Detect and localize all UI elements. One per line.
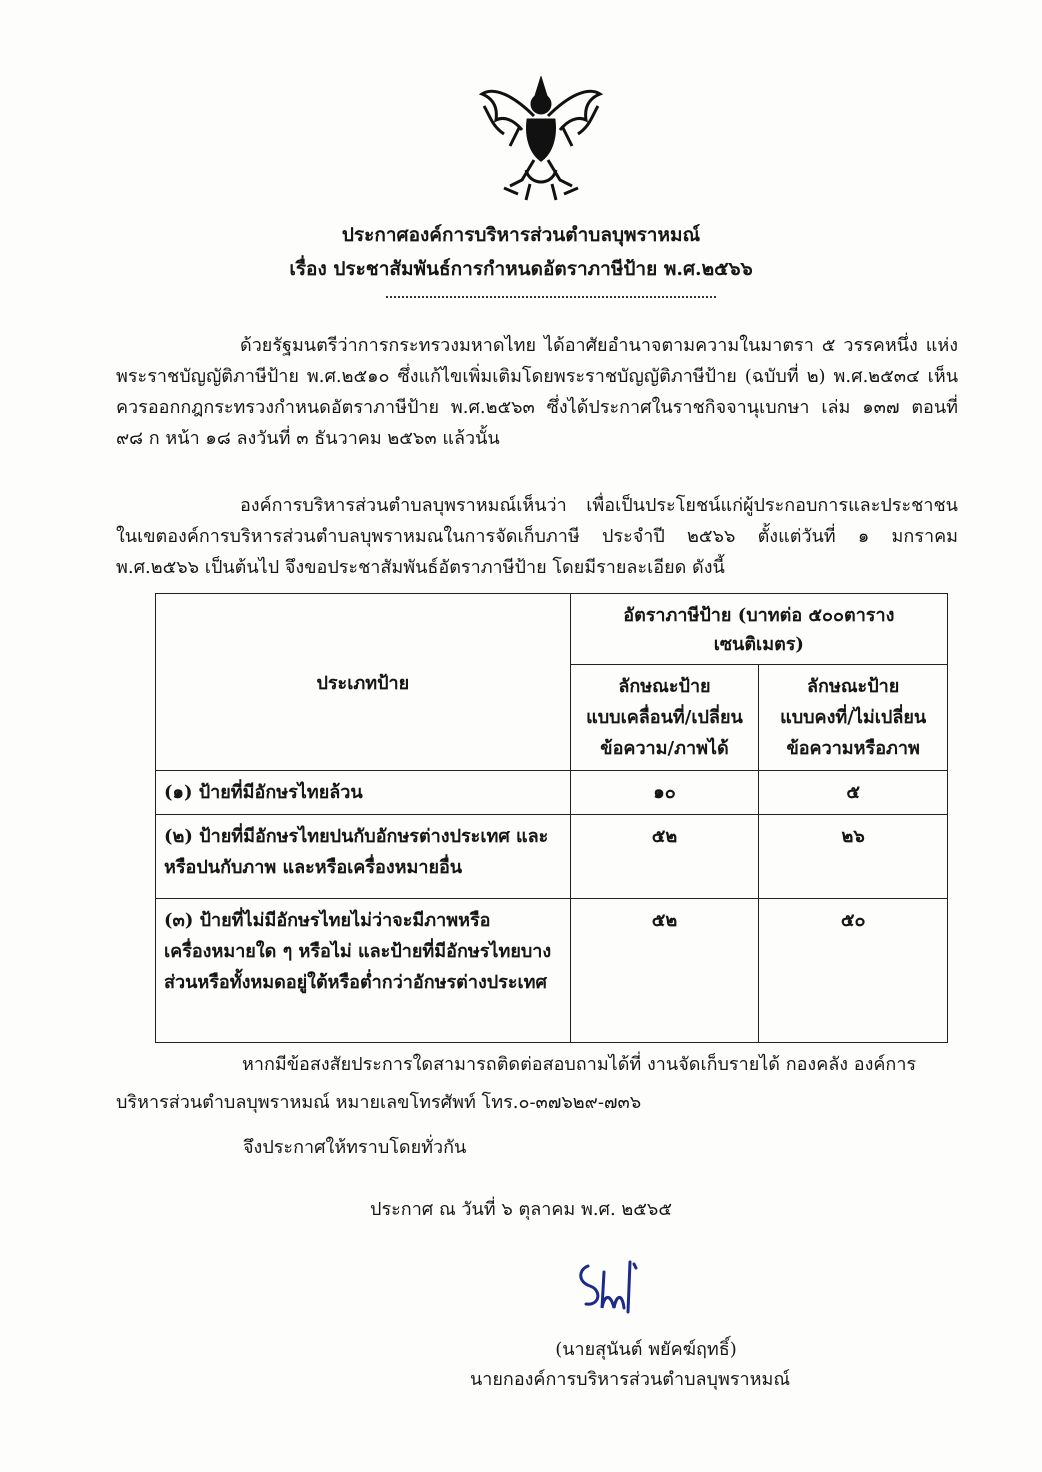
row-rate-movable: ๕๒ (570, 899, 759, 1043)
dotted-divider (386, 296, 716, 298)
signer-name: (นายสุนันต์ พยัคฆ์ฤทธิ์) (555, 1339, 737, 1360)
sign-tax-rate-table (155, 593, 948, 1043)
col-header-movable-line: ลักษณะป้าย (618, 676, 711, 697)
garuda-emblem-icon (474, 76, 608, 204)
closing-line: จึงประกาศให้ทราบโดยทั่วกัน (243, 1137, 467, 1158)
contact-text: หากมีข้อสงสัยประการใดสามารถติดต่อสอบถามได้ที่ งานจัดเก็บรายได้ กองคลัง องค์การบริหารส่วนตำบลบุพราหมณ์ หมายเลขโทรศัพท์ โทร.๐-๓๗๖๒๙-๗๓๖ (116, 1054, 917, 1113)
row-type: (๒) ป้ายที่มีอักษรไทยปนกับอักษรต่างประเทศ และหรือปนกับภาพ และหรือเครื่องหมายอื่น (156, 815, 571, 899)
col-header-movable-line: แบบเคลื่อนที่/เปลี่ยน (586, 707, 743, 728)
row-type: (๓) ป้ายที่ไม่มีอักษรไทยไม่ว่าจะมีภาพหรือเครื่องหมายใด ๆ หรือไม่ และป้ายที่มีอักษรไทยบางส่วนหรือทั้งหมดอยู่ใต้หรือต่ำกว่าอักษรต่างประเทศ (156, 899, 571, 1043)
announcement-title: ประกาศองค์การบริหารส่วนตำบลบุพราหมณ์ (341, 224, 701, 246)
row-rate-movable: ๑๐ (570, 771, 759, 815)
col-header-movable-line: ข้อความ/ภาพได้ (600, 738, 729, 759)
paragraph-1-text: ด้วยรัฐมนตรีว่าการกระทรวงมหาดไทย ได้อาศัยอำนาจตามความในมาตรา ๕ วรรคหนึ่ง แห่งพระราชบัญญัติภาษีป้าย พ.ศ.๒๕๑๐ ซึ่งแก้ไขเพิ่มเติมโดยพระราชบัญญัติภาษีป้าย (ฉบับที่ ๒) พ.ศ.๒๕๓๔ เห็นควรออกกฎกระทรวงกำหนดอัตราภาษีป้าย พ.ศ.๒๕๖๓ ซึ่งได้ประกาศในราชกิจจานุเบกษา เล่ม ๑๓๗ ตอนที่ ๙๘ ก หน้า ๑๘ ลงวันที่ ๓ ธันวาคม ๒๕๖๓ แล้วนั้น (116, 335, 958, 449)
contact-paragraph (116, 1046, 958, 1122)
col-header-movable (570, 665, 759, 771)
announcement-subject: เรื่อง ประชาสัมพันธ์การกำหนดอัตราภาษีป้าย พ.ศ.๒๕๖๖ (289, 258, 753, 280)
signature-icon (570, 1252, 650, 1322)
row-type: (๑) ป้ายที่มีอักษรไทยล้วน (156, 771, 571, 815)
paragraph-2-text: องค์การบริหารส่วนตำบลบุพราหมณ์เห็นว่า เพื่อเป็นประโยชน์แก่ผู้ประกอบการและประชาชนในเขตองค์การบริหารส่วนตำบลบุพราหมณในการจัดเก็บภาษี ประจำปี ๒๕๖๖ ตั้งแต่วันที่ ๑ มกราคม พ.ศ.๒๕๖๖ เป็นต้นไป จึงขอประชาสัมพันธ์อัตราภาษีป้าย โดยมีรายละเอียด ดังนี้ (116, 495, 958, 578)
signer-title: นายกองค์การบริหารส่วนตำบลบุพราหมณ์ (469, 1369, 791, 1390)
col-header-fixed-line: ลักษณะป้าย (807, 676, 900, 697)
paragraph-2 (116, 490, 958, 583)
col-header-fixed-line: ข้อความหรือภาพ (786, 738, 920, 759)
paragraph-1 (116, 330, 958, 454)
rate-header: อัตราภาษีป้าย (บาทต่อ ๕๐๐ตารางเซนติเมตร) (570, 594, 947, 665)
table-row (156, 899, 948, 1043)
table-row (156, 771, 948, 815)
col-header-fixed-line: แบบคงที่/ไม่เปลี่ยน (780, 707, 927, 728)
row-rate-fixed: ๕ (759, 771, 948, 815)
row-rate-fixed: ๕๐ (759, 899, 948, 1043)
row-rate-fixed: ๒๖ (759, 815, 948, 899)
table-row (156, 815, 948, 899)
announcement-date: ประกาศ ณ วันที่ ๖ ตุลาคม พ.ศ. ๒๕๖๕ (370, 1199, 672, 1220)
row-rate-movable: ๕๒ (570, 815, 759, 899)
col-header-sign-type: ประเภทป้าย (156, 594, 571, 771)
col-header-fixed (759, 665, 948, 771)
